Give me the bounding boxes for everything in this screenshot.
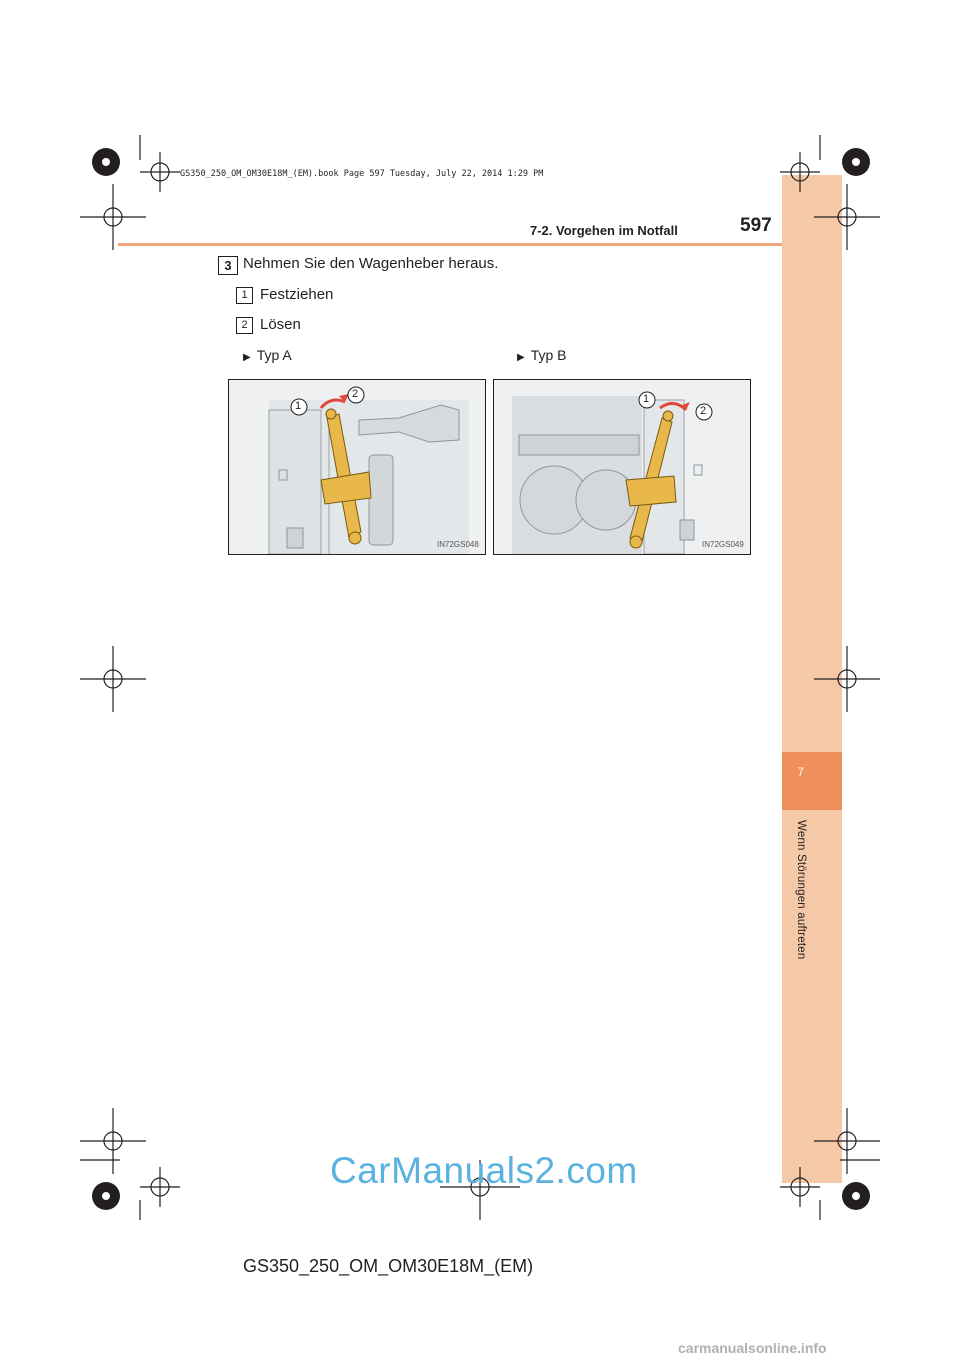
figure-a-code: IN72GS048 [437, 540, 479, 549]
crosshair-icon [780, 1167, 820, 1207]
crosshair-icon [814, 184, 880, 250]
crosshair-icon [814, 1108, 880, 1174]
legend-badge-2: 2 [236, 317, 253, 334]
triangle-right-icon: ▶ [243, 352, 251, 363]
starburst-mark-icon [842, 1182, 870, 1210]
triangle-right-icon: ▶ [517, 352, 525, 363]
figure-a-callout-1: 1 [295, 400, 302, 412]
footer-doc-code: GS350_250_OM_OM30E18M_(EM) [243, 1256, 534, 1276]
starburst-mark-icon [92, 148, 120, 176]
crosshair-icon [140, 152, 180, 192]
legend-label-1: Festziehen [260, 286, 334, 303]
figure-b-code: IN72GS049 [702, 540, 744, 549]
crosshair-icon [780, 152, 820, 192]
legend-badge-1: 1 [236, 287, 253, 304]
section-title: 7-2. Vorgehen im Notfall [530, 223, 678, 238]
crosshair-icon [140, 1167, 180, 1207]
chapter-number: 7 [797, 765, 804, 779]
page-number: 597 [740, 215, 772, 236]
starburst-mark-icon [92, 1182, 120, 1210]
carmanuals-watermark: CarManuals2.com [330, 1150, 638, 1191]
step-number-badge: 3 [218, 256, 238, 275]
starburst-mark-icon [842, 148, 870, 176]
chapter-label: Wenn Störungen auftreten [795, 820, 807, 960]
figure-a-callout-2: 2 [352, 388, 359, 400]
file-stamp: GS350_250_OM_OM30E18M_(EM).book Page 597 Tuesday, July 22, 2014 1:29 PM [180, 169, 544, 179]
figure-b-callout-2: 2 [700, 405, 707, 417]
crosshair-icon [814, 646, 880, 712]
figure-b-callout-1: 1 [643, 393, 650, 405]
crosshair-icon [80, 184, 146, 250]
carmanualsonline-watermark: carmanualsonline.info [678, 1340, 827, 1356]
crosshair-icon [80, 646, 146, 712]
type-b-label: ▶ Typ B [517, 347, 567, 363]
legend-label-2: Lösen [260, 316, 301, 333]
crosshair-icon [80, 1108, 146, 1174]
type-a-label: ▶ Typ A [243, 347, 292, 363]
step-text: Nehmen Sie den Wagenheber heraus. [243, 255, 499, 272]
